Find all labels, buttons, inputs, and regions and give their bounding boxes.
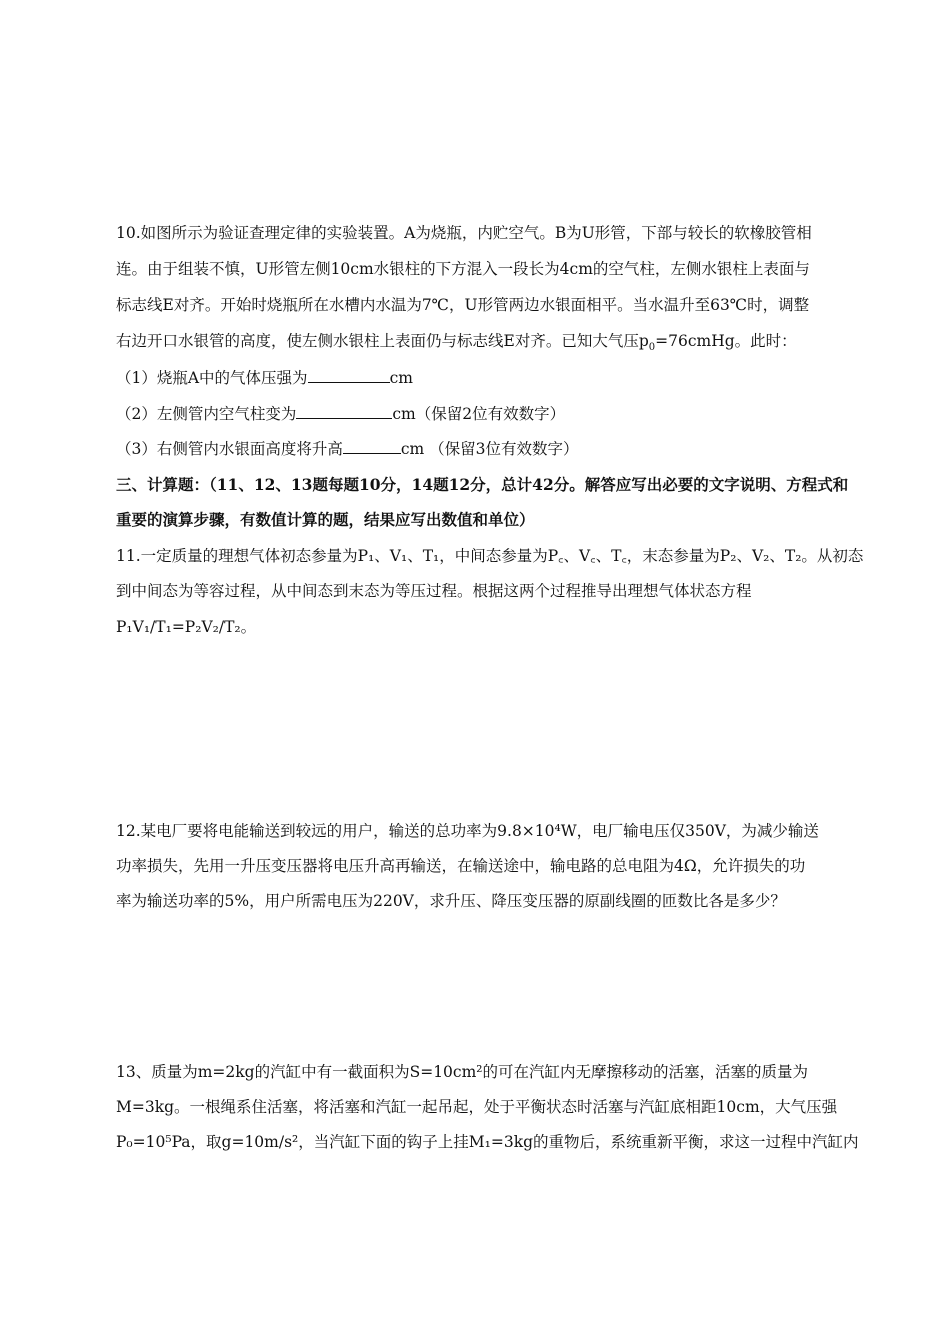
q10-sub-3-text: （3）右侧管内水银面高度将升高	[116, 440, 343, 458]
q10-sub-2	[116, 403, 836, 425]
q11-line-2: 到中间态为等容过程，从中间态到末态为等压过程。根据这两个过程推导出理想气体状态方程	[116, 582, 752, 600]
q10-line-2: 连。由于组装不慎，U形管左侧10cm水银柱的下方混入一段长为4cm的空气柱，左侧水银柱上表面与	[116, 260, 810, 278]
q10-sub-1-unit: cm	[389, 369, 413, 387]
q10-line-4-tail: =76cmHg。此时：	[655, 332, 797, 350]
answer-blank-2[interactable]	[296, 404, 392, 419]
q10-line-4	[116, 330, 836, 352]
q12-line-1: 12.某电厂要将电能输送到较远的用户，输送的总功率为9.8×10⁴W，电厂输电压仅350V，为减少输送	[116, 822, 819, 840]
q10-line-4-subscript: 0	[648, 342, 656, 354]
q12-line-2: 功率损失，先用一升压变压器将电压升高再输送，在输送途中，输电路的总电阻为4Ω，允许损失的功	[116, 857, 806, 875]
q10-line-3: 标志线E对齐。开始时烧瓶所在水槽内水温为7℃，U形管两边水银面相平。当水温升至63℃时，调整	[116, 296, 810, 314]
q10-sub-1-text: （1）烧瓶A中的气体压强为	[116, 369, 308, 387]
section-3-heading-line-1: 三、计算题：（11、12、13题每题10分，14题12分，总计42分。解答应写出必要的文字说明、方程式和	[116, 475, 849, 494]
q12-line-3: 率为输送功率的5%，用户所需电压为220V，求升压、降压变压器的原副线圈的匝数比各是多少？	[116, 892, 786, 910]
q10-sub-2-unit: cm（保留2位有效数字）	[392, 405, 566, 423]
q10-line-4-text: 右边开口水银管的高度，使左侧水银柱上表面仍与标志线E对齐。已知大气压p	[116, 332, 649, 350]
q10-line-1: 10.如图所示为验证查理定律的实验装置。A为烧瓶，内贮空气。B为U形管，下部与较长的软橡胶管相	[116, 224, 812, 242]
q10-sub-3-unit: cm （保留3位有效数字）	[400, 440, 579, 458]
q13-line-3: P₀=10⁵Pa，取g=10m/s²，当汽缸下面的钩子上挂M₁=3kg的重物后，系统重新平衡，求这一过程中汽缸内	[116, 1133, 859, 1151]
q10-sub-2-text: （2）左侧管内空气柱变为	[116, 405, 297, 423]
q11-line-3: P₁V₁/T₁=P₂V₂/T₂。	[116, 618, 257, 636]
section-3-heading-line-2: 重要的演算步骤，有数值计算的题，结果应写出数值和单位）	[116, 510, 535, 529]
q13-line-1: 13、质量为m=2kg的汽缸中有一截面积为S=10cm²的可在汽缸内无摩擦移动的活塞，活塞的质量为	[116, 1063, 809, 1081]
q10-sub-3	[116, 438, 836, 460]
q10-sub-1	[116, 367, 836, 389]
q13-line-2: M=3kg。一根绳系住活塞，将活塞和汽缸一起吊起，处于平衡状态时活塞与汽缸底相距10cm，大气压强	[116, 1098, 838, 1116]
answer-blank-3[interactable]	[343, 439, 401, 454]
answer-blank-1[interactable]	[308, 368, 390, 383]
q11-line-1: 11.一定质量的理想气体初态参量为P₁、V₁、T₁，中间态参量为P꜀、V꜀、T꜀，末态参量为P₂、V₂、T₂。从初态	[116, 547, 864, 565]
